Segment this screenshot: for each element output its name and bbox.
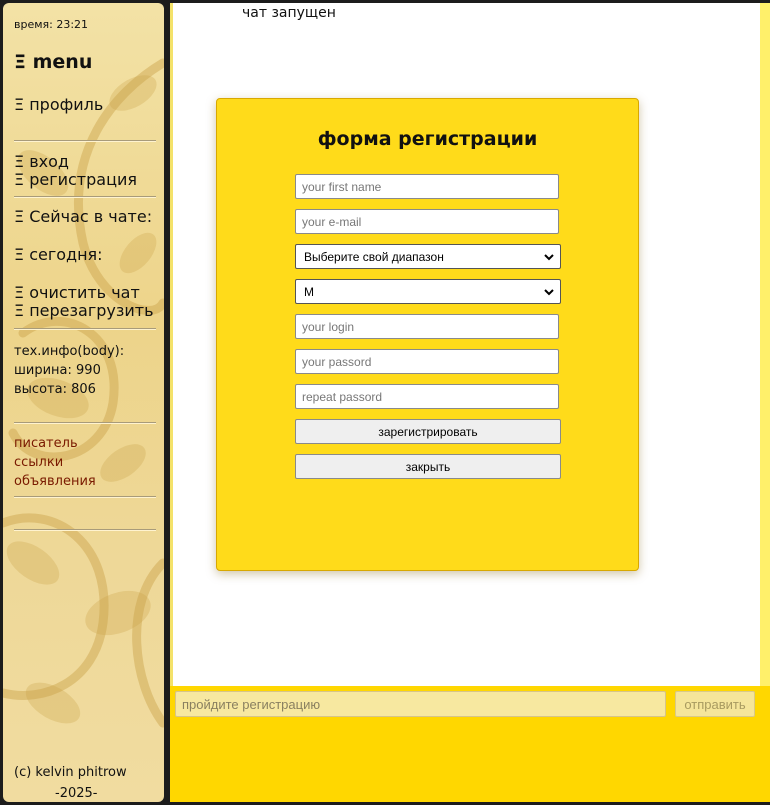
register-button[interactable]: зарегистрировать (295, 419, 561, 444)
menu-item-clear-chat[interactable]: Ξ очистить чат (14, 283, 140, 302)
password-field[interactable] (295, 349, 559, 374)
range-select-value: Выберите свой диапазон (304, 249, 444, 264)
sidebar (3, 3, 164, 802)
range-select[interactable] (295, 244, 561, 269)
gender-select[interactable] (295, 279, 561, 304)
message-bar (170, 686, 770, 802)
repeat-password-field[interactable] (295, 384, 559, 409)
registration-modal (216, 98, 639, 571)
clock-label: время: 23:21 (14, 18, 89, 31)
menu-item-register[interactable]: Ξ регистрация (14, 170, 137, 189)
chevron-down-icon (543, 286, 555, 298)
menu-item-now-in-chat[interactable]: Ξ Сейчас в чате: (14, 207, 153, 226)
first-name-field[interactable] (295, 174, 559, 199)
tech-width: ширина: 990 (14, 363, 101, 378)
gender-select-value: М (304, 284, 314, 299)
divider (14, 529, 156, 531)
menu-item-reload[interactable]: Ξ перезагрузить (14, 301, 154, 320)
scroll-strip (760, 3, 770, 686)
close-button[interactable]: закрыть (295, 454, 561, 479)
link-announcements[interactable]: объявления (14, 474, 96, 489)
login-field[interactable] (295, 314, 559, 339)
chevron-down-icon (543, 251, 555, 263)
divider (14, 328, 156, 330)
menu-item-profile[interactable]: Ξ профиль (14, 95, 104, 114)
footer-author: (c) kelvin phitrow (14, 765, 127, 780)
send-button[interactable]: отправить (675, 691, 755, 717)
divider (14, 496, 156, 498)
tech-height: высота: 806 (14, 382, 96, 397)
link-writer[interactable]: писатель (14, 436, 78, 451)
menu-item-login[interactable]: Ξ вход (14, 152, 69, 171)
footer-year: -2025- (55, 786, 98, 801)
menu-title: Ξ menu (14, 51, 93, 73)
link-links[interactable]: ссылки (14, 455, 64, 470)
divider (14, 140, 156, 142)
divider (14, 196, 156, 198)
menu-item-today[interactable]: Ξ сегодня: (14, 245, 103, 264)
message-input[interactable] (175, 691, 666, 717)
email-field[interactable] (295, 209, 559, 234)
floral-background-ornament (3, 3, 164, 802)
tech-info-label: тех.инфо(body): (14, 344, 125, 359)
chat-message: чат запущен (242, 5, 336, 21)
divider (14, 422, 156, 424)
modal-title: форма регистрации (317, 128, 538, 150)
